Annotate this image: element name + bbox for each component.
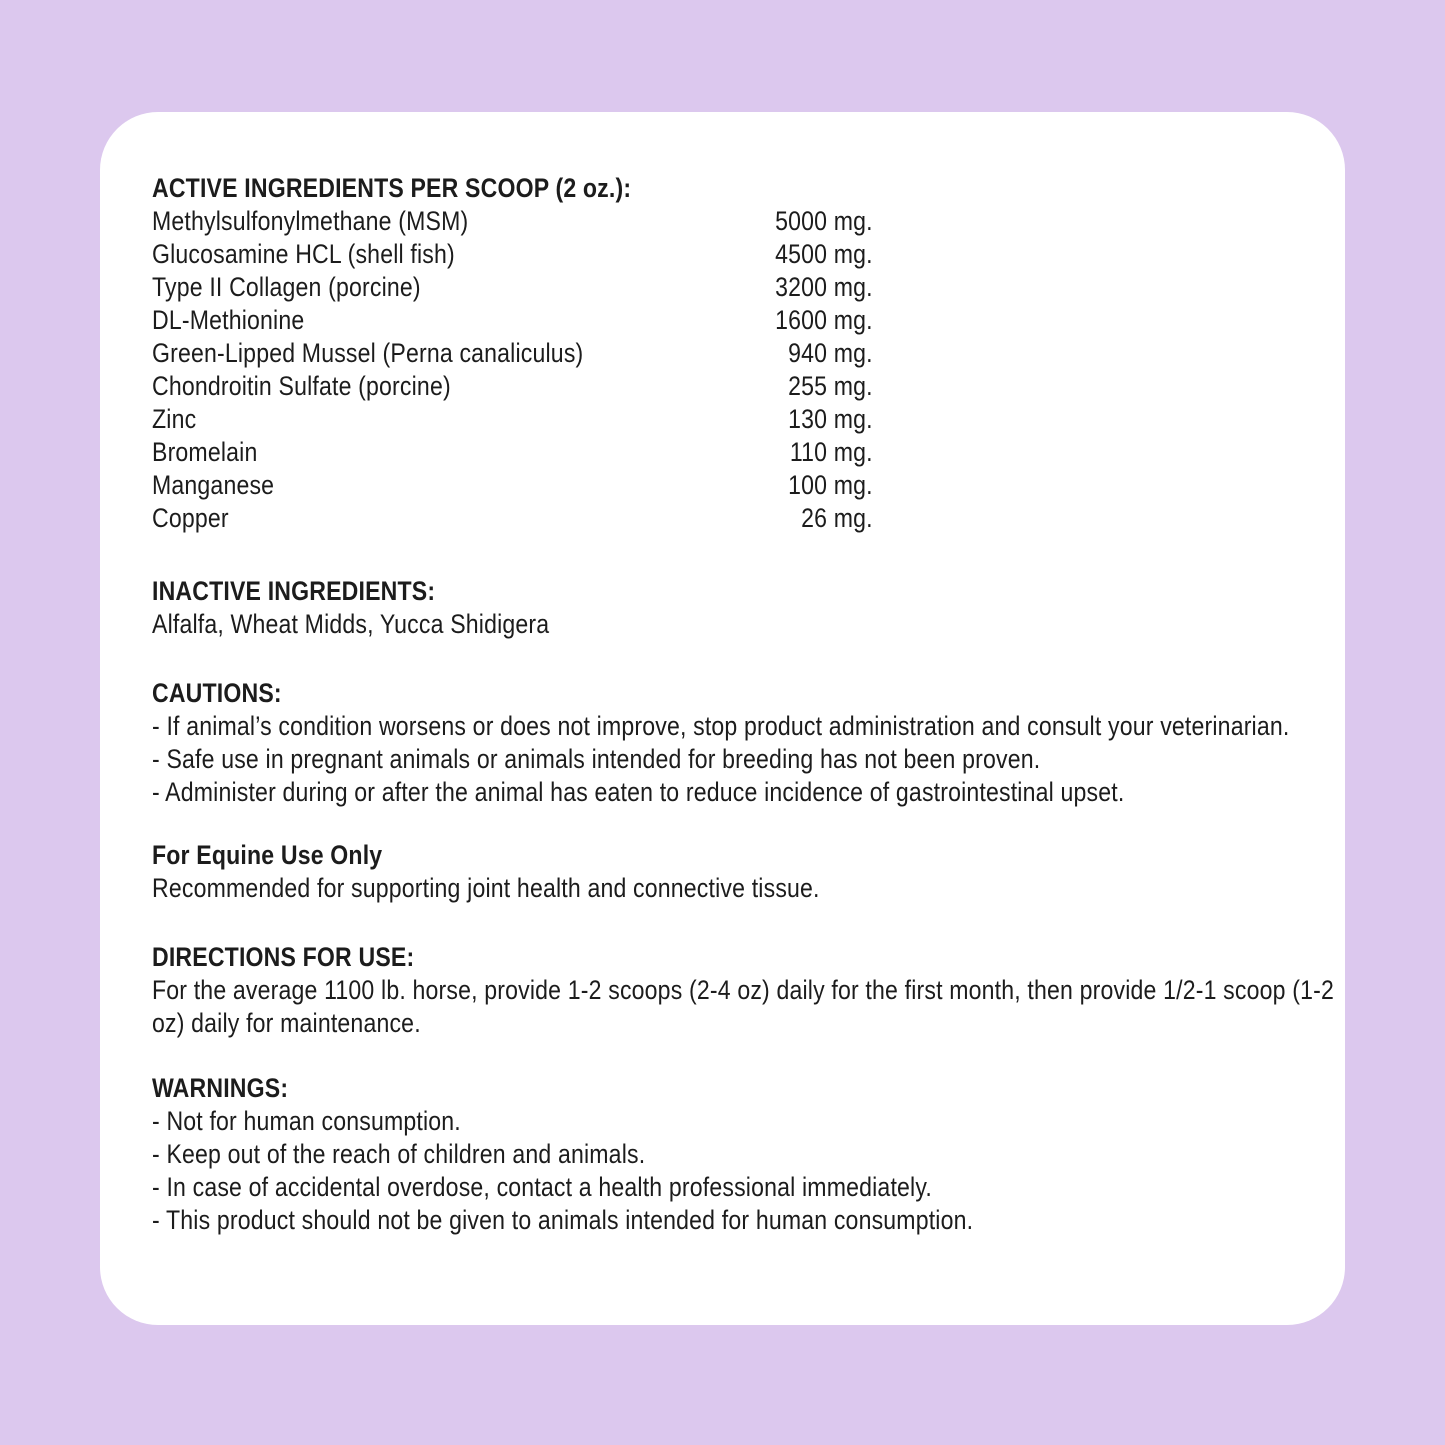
caution-item: - Safe use in pregnant animals or animals intended for breeding has not been proven.	[152, 744, 1041, 774]
cautions-list	[152, 710, 1342, 809]
inactive-ingredients-section	[152, 575, 1342, 641]
inactive-ingredients-body: Alfalfa, Wheat Midds, Yucca Shidigera	[152, 609, 550, 639]
caution-item: - Administer during or after the animal has eaten to reduce incidence of gastrointestinal upset.	[152, 777, 1125, 807]
ingredient-name: Bromelain	[152, 437, 258, 467]
ingredient-amount: 940 mg.	[788, 338, 873, 368]
ingredient-name: Zinc	[152, 404, 197, 434]
cautions-heading: CAUTIONS:	[152, 678, 282, 708]
ingredient-row	[152, 436, 873, 469]
ingredient-amount: 1600 mg.	[775, 305, 873, 335]
ingredient-amount: 4500 mg.	[775, 239, 873, 269]
ingredient-row	[152, 337, 873, 370]
ingredient-amount: 110 mg.	[789, 437, 873, 467]
warning-item: - In case of accidental overdose, contact a health professional immediately.	[152, 1172, 932, 1202]
directions-heading: DIRECTIONS FOR USE:	[152, 942, 415, 972]
warnings-section	[152, 1072, 1342, 1237]
warning-item: - Not for human consumption.	[152, 1106, 461, 1136]
ingredient-row	[152, 469, 873, 502]
active-ingredients-section	[152, 172, 1342, 535]
ingredient-name: Copper	[152, 503, 229, 533]
ingredient-amount: 130 mg.	[788, 404, 873, 434]
active-ingredients-heading: ACTIVE INGREDIENTS PER SCOOP (2 oz.):	[152, 173, 632, 203]
cautions-section	[152, 677, 1342, 809]
ingredient-name: Glucosamine HCL (shell fish)	[152, 239, 455, 269]
directions-body: For the average 1100 lb. horse, provide 1-2 scoops (2-4 oz) daily for the first month, then provide 1/2-1 scoop (1-2 oz) daily for maintenance.	[152, 975, 1334, 1038]
ingredient-amount: 100 mg.	[788, 470, 873, 500]
ingredient-name: DL-Methionine	[152, 305, 305, 335]
label-content	[152, 172, 1342, 1237]
ingredient-row	[152, 271, 873, 304]
ingredient-name: Type II Collagen (porcine)	[152, 272, 421, 302]
directions-section	[152, 941, 1342, 1040]
ingredient-name: Chondroitin Sulfate (porcine)	[152, 371, 451, 401]
ingredient-amount: 255 mg.	[788, 371, 873, 401]
ingredient-row	[152, 205, 873, 238]
ingredient-row	[152, 370, 873, 403]
label-card	[100, 112, 1345, 1325]
warnings-list	[152, 1105, 1342, 1237]
warning-item: - Keep out of the reach of children and animals.	[152, 1139, 646, 1169]
ingredient-row	[152, 502, 873, 535]
ingredient-row	[152, 238, 873, 271]
caution-item: - If animal’s condition worsens or does not improve, stop product administration and consult your veterinarian.	[152, 711, 1290, 741]
warnings-heading: WARNINGS:	[152, 1073, 289, 1103]
inactive-ingredients-heading: INACTIVE INGREDIENTS:	[152, 576, 436, 606]
ingredient-amount: 3200 mg.	[775, 272, 873, 302]
equine-use-body: Recommended for supporting joint health and connective tissue.	[152, 873, 820, 903]
ingredient-amount: 26 mg.	[801, 503, 873, 533]
equine-use-section	[152, 839, 1342, 905]
ingredient-row	[152, 403, 873, 436]
ingredient-name: Methylsulfonylmethane (MSM)	[152, 206, 469, 236]
ingredient-amount: 5000 mg.	[775, 206, 873, 236]
active-ingredients-list	[152, 205, 1342, 535]
ingredient-name: Green-Lipped Mussel (Perna canaliculus)	[152, 338, 584, 368]
equine-use-heading: For Equine Use Only	[152, 840, 383, 870]
warning-item: - This product should not be given to animals intended for human consumption.	[152, 1205, 974, 1235]
ingredient-name: Manganese	[152, 470, 275, 500]
ingredient-row	[152, 304, 873, 337]
